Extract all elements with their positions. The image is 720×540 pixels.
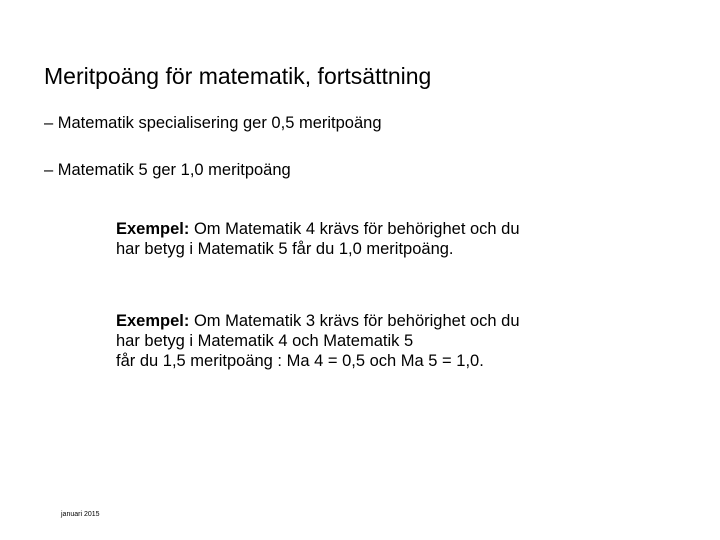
example-2-line-2: har betyg i Matematik 4 och Matematik 5 — [116, 332, 414, 350]
example-2-line-3: får du 1,5 meritpoäng : Ma 4 = 0,5 och Ma 5 = 1,0. — [116, 352, 484, 370]
slide-title: Meritpoäng för matematik, fortsättning — [44, 63, 432, 89]
example-block-1 — [116, 219, 586, 259]
example-2-label: Exempel: — [116, 312, 190, 330]
example-1-label: Exempel: — [116, 220, 190, 238]
example-block-2 — [116, 311, 586, 371]
example-1-line-1 — [116, 219, 586, 239]
example-2-line-1 — [116, 311, 586, 331]
footer-date: januari 2015 — [61, 511, 100, 518]
example-1-line-2: har betyg i Matematik 5 får du 1,0 meritpoäng. — [116, 240, 454, 258]
bullet-matematik-5: – Matematik 5 ger 1,0 meritpoäng — [44, 161, 291, 179]
example-2-text-1: Om Matematik 3 krävs för behörighet och du — [193, 312, 520, 330]
bullet-specialisering: – Matematik specialisering ger 0,5 meritpoäng — [44, 114, 382, 132]
example-1-text-1: Om Matematik 4 krävs för behörighet och du — [193, 220, 520, 238]
